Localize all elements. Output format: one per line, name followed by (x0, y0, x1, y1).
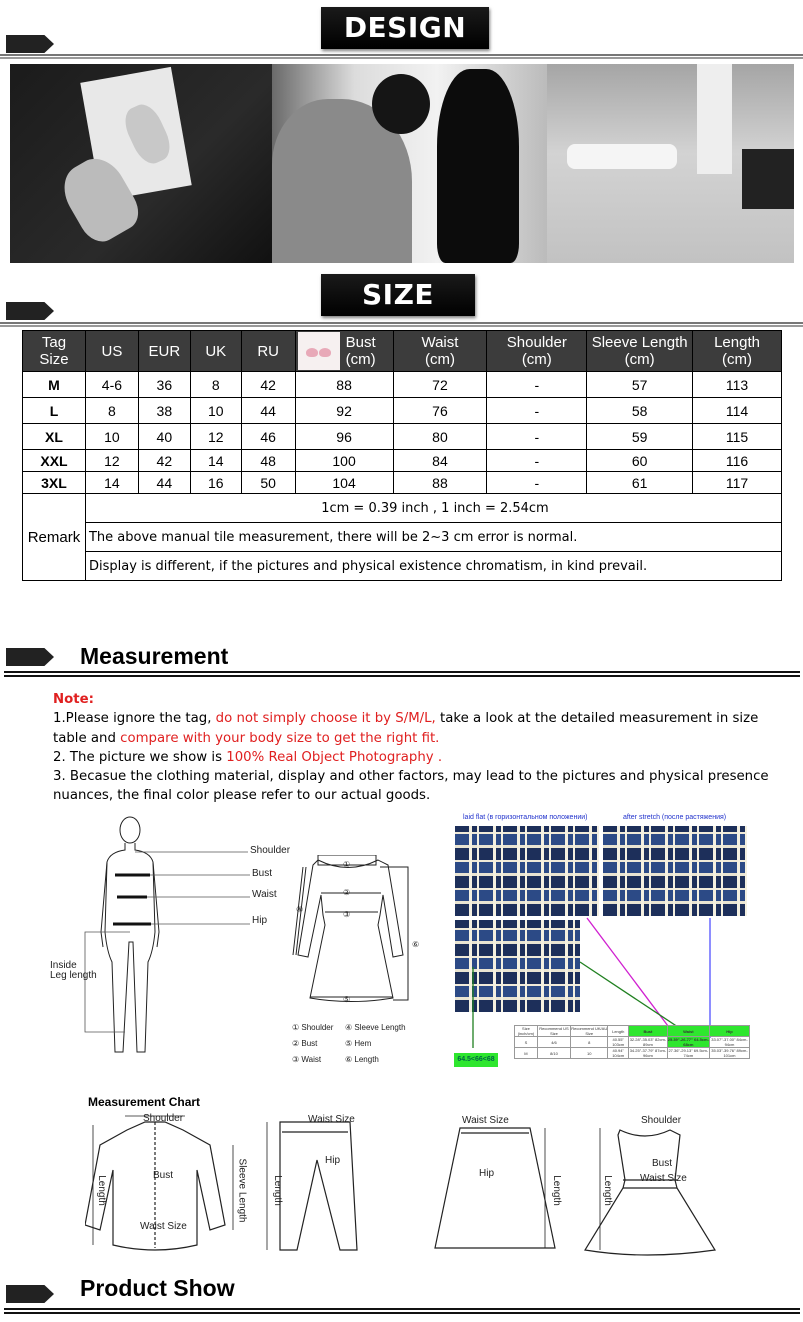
garment-outlines-icon (85, 1110, 725, 1265)
table-row: XXL 12 42 14 48 100 84 - 60 116 (23, 450, 782, 472)
table-row: M 4-6 36 8 42 88 72 - 57 113 (23, 372, 782, 398)
header-length: Length (cm) (693, 331, 782, 372)
body-measurement-diagram: Shoulder Bust Waist Hip Inside Leg length (25, 812, 295, 1067)
dress-measurement-diagram: ① ② ③ ④ ⑤ ⑥ ① Shoulder ④ Sleeve Length ② Bust ⑤ Hem ③ Waist ⑥ Length (288, 855, 438, 1070)
bra-icon (298, 332, 340, 370)
table-row: 3XL 14 44 16 50 104 88 - 61 117 (23, 472, 782, 494)
dress-outline-icon (288, 855, 438, 1015)
section-arrow-icon (6, 35, 54, 53)
remark-row (23, 552, 782, 581)
notes-block (53, 690, 773, 806)
remark-label: Remark (23, 494, 86, 581)
remark-row (23, 523, 782, 552)
header-eur: EUR (138, 331, 190, 372)
size-title: SIZE (321, 274, 475, 316)
header-uk: UK (190, 331, 241, 372)
table-row: XL 10 40 12 46 96 80 - 59 115 (23, 424, 782, 450)
table-header-row (23, 331, 782, 372)
section-arrow-icon (6, 1285, 54, 1303)
section-arrow-icon (6, 302, 54, 320)
header-tag-size: Tag Size (23, 331, 86, 372)
header-ru: RU (241, 331, 295, 372)
note-label: Note: (53, 692, 94, 707)
mini-size-table: Size (inch/cm) Recommend US Size Recommend UK/AU Size Length Bust Waist Hip S 4/6 8 40.55" 103cm 32.28"-35.03" 82cm-89cm 25.39"-26.77" 64.5cm-68cm 33.07"-37.00" 84cm-94cm M 8/10 10 40.94" 104cm 34.25"-37.79" 87cm-96cm 27.36"-29.13" 69.5cm-74cm 35.03"-39.76" 89cm-101cm (514, 1025, 750, 1059)
remark-row (23, 494, 782, 523)
design-photo-strip (10, 64, 794, 263)
dress-form-measuring-photo (272, 64, 547, 263)
divider (4, 671, 800, 677)
section-arrow-icon (6, 648, 54, 666)
sketching-pattern-photo (10, 64, 272, 263)
size-table (22, 330, 782, 581)
remark-error: The above manual tile measurement, there will be 2~3 cm error is normal. (85, 523, 781, 552)
measurement-title: Measurement (80, 643, 229, 669)
header-us: US (85, 331, 138, 372)
sewing-machine-photo (547, 64, 794, 263)
header-bust: Bust (cm) (295, 331, 393, 372)
divider (4, 1308, 800, 1314)
waist-range-tag: 64.5<66<68 (454, 1053, 498, 1067)
divider (0, 54, 803, 59)
design-title: DESIGN (321, 7, 489, 49)
header-shoulder: Shoulder (cm) (487, 331, 587, 372)
note-1: 1.Please ignore the tag, do not simply choose it by S/M/L, take a look at the detailed measurement in size table and compare with your body size to get the right fit. (53, 711, 759, 746)
measurement-chart-title: Measurement Chart (88, 1095, 201, 1109)
divider (0, 322, 803, 327)
header-waist: Waist (cm) (393, 331, 487, 372)
table-row: L 8 38 10 44 92 76 - 58 114 (23, 398, 782, 424)
remark-display: Display is different, if the pictures and physical existence chromatism, in kind prevail. (85, 552, 781, 581)
note-3: 3. Becasue the clothing material, display and other factors, may lead to the pictures and physical presence nuances, the final color please refer to our actual goods. (53, 769, 769, 804)
product-show-title: Product Show (80, 1275, 235, 1301)
stretch-demo: laid flat (в горизонтальном положении) after stretch (после растяжения) (463, 814, 727, 821)
remark-conversion: 1cm = 0.39 inch , 1 inch = 2.54cm (85, 494, 781, 523)
header-sleeve-length: Sleeve Length (cm) (587, 331, 693, 372)
note-2: 2. The picture we show is 100% Real Object Photography . (53, 749, 443, 765)
